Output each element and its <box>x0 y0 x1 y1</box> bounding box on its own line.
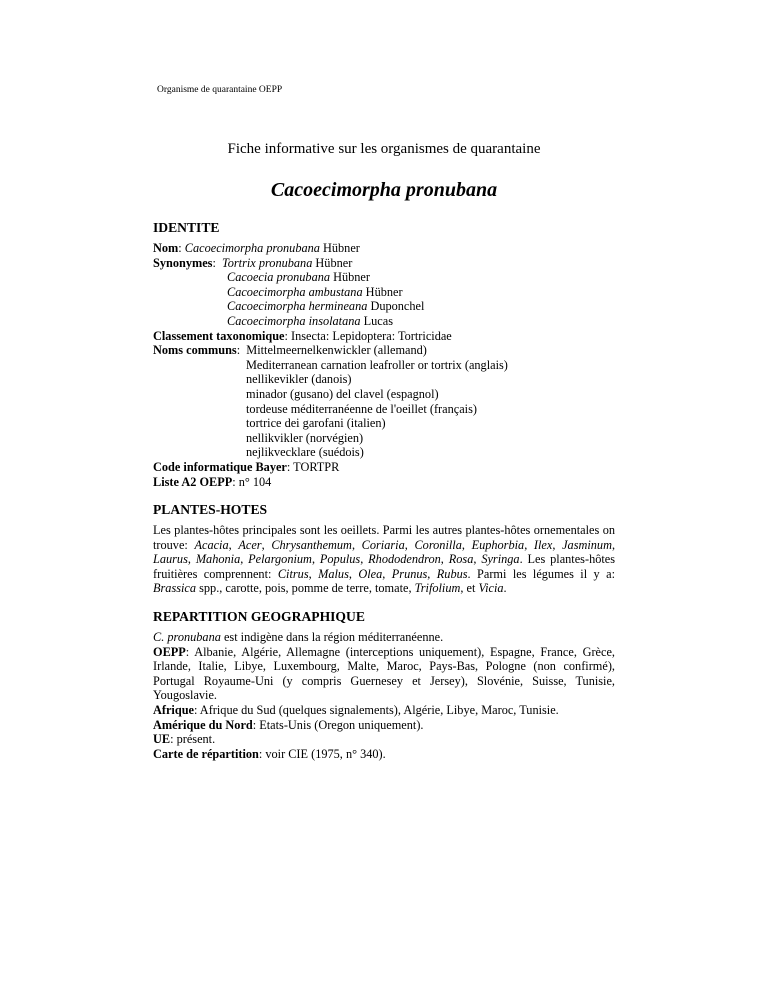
synonym-name: Tortrix pronubana <box>222 255 313 270</box>
code-label: Code informatique Bayer <box>153 459 287 474</box>
host-genus: Trifolium <box>414 581 461 596</box>
host-genus: Prunus <box>391 566 428 581</box>
distribution-afrique <box>153 703 615 718</box>
host-genus: Ilex <box>533 537 553 552</box>
host-genus: Rosa <box>448 552 474 567</box>
host-genus: Pelargonium <box>248 552 312 567</box>
ornamental-host-list: Acacia, Acer, Chrysanthemum, Coriaria, Coronilla, Euphorbia, Ilex, Jasminum, Laurus, Mahonia, Pelargonium, Populus, Rhododendron, Rosa, Syringa <box>153 537 616 567</box>
noms-communs-label: Noms communs <box>153 343 237 358</box>
host-genus: Rhododendron <box>368 552 441 567</box>
fruit-host-list: Citrus, Malus, Olea, Prunus, Rubus <box>277 566 468 581</box>
host-genus: Euphorbia <box>471 537 525 552</box>
synonym-line <box>153 314 615 329</box>
host-genus: Rubus <box>436 566 468 581</box>
synonym-author: Hübner <box>312 255 353 270</box>
nom-line: Nom: Cacoecimorpha pronubana Hübner <box>153 241 360 255</box>
ue-label: UE <box>153 732 171 747</box>
section-heading-plantes-hotes: PLANTES-HOTES <box>153 502 268 518</box>
host-genus: Brassica <box>153 581 197 596</box>
section-repartition <box>153 609 615 761</box>
common-name: nellikevikler (danois) <box>246 372 352 387</box>
host-genus: Laurus <box>153 552 188 567</box>
nom-author: Hübner <box>319 241 360 255</box>
section-identite <box>153 220 615 489</box>
section-heading-identite: IDENTITE <box>153 220 220 235</box>
distribution-ue <box>153 732 615 747</box>
synonym-author: Duponchel <box>367 299 425 314</box>
host-text: . Parmi les légumes il y a: <box>467 566 615 581</box>
ue-value: : présent. <box>170 732 216 747</box>
synonym-line <box>153 299 615 314</box>
host-genus: Coronilla <box>414 537 462 552</box>
code-value: : TORTPR <box>286 459 340 474</box>
host-genus: Olea <box>358 566 383 581</box>
amerique-value: : Etats-Unis (Oregon uniquement). <box>252 717 424 732</box>
synonymes-label: Synonymes <box>153 255 213 270</box>
document-title: Cacoecimorpha pronubana <box>270 179 498 201</box>
classement-label: Classement taxonomique <box>153 328 285 343</box>
common-name-line: Noms communs: Mittelmeernelkenwickler (allemand) <box>153 343 427 358</box>
synonym-author: Lucas <box>360 313 393 328</box>
host-genus: Syringa <box>481 552 520 567</box>
synonym-name: Cacoecimorpha insolatana <box>227 313 361 328</box>
synonym-line: Synonymes: Tortrix pronubana Hübner <box>153 255 353 270</box>
synonym-author: Hübner <box>330 270 370 285</box>
liste-line <box>153 475 615 490</box>
liste-label: Liste A2 OEPP <box>153 474 233 489</box>
host-genus: Malus <box>318 566 349 581</box>
synonym-author: Hübner <box>362 284 403 299</box>
host-genus: Jasminum <box>562 537 612 552</box>
host-text: spp., carotte, pois, pomme de terre, tomate, <box>196 581 415 596</box>
document-subtitle: Fiche informative sur les organismes de quarantaine <box>227 141 541 157</box>
common-name: Mediterranean carnation leafroller or tortrix (anglais) <box>246 357 508 372</box>
liste-value: : n° 104 <box>232 474 272 489</box>
distribution-carte <box>153 747 615 762</box>
synonym-name: Cacoecimorpha hermineana <box>227 299 368 314</box>
document-body <box>153 220 615 774</box>
host-genus: Mahonia <box>195 552 241 567</box>
host-plants-paragraph <box>153 523 615 596</box>
intro-text: est indigène dans la région méditerranéenne. <box>220 630 444 645</box>
section-heading-repartition: REPARTITION GEOGRAPHIQUE <box>153 609 365 625</box>
host-genus: Citrus <box>277 566 309 581</box>
common-name: tortrice dei garofani (italien) <box>246 416 386 431</box>
common-name: nellikvikler (norvégien) <box>246 430 364 445</box>
nom-name: Cacoecimorpha pronubana <box>184 241 320 255</box>
distribution-intro <box>153 630 615 645</box>
host-genus: Vicia <box>478 581 504 596</box>
synonym-line <box>153 270 615 285</box>
common-name: nejlikvecklare (suédois) <box>246 445 364 460</box>
amerique-label: Amérique du Nord <box>153 717 253 732</box>
section-plantes-hotes <box>153 502 615 596</box>
distribution-amerique <box>153 718 615 733</box>
host-genus: Coriaria <box>361 537 405 552</box>
host-text: . <box>503 581 507 596</box>
header-note: Organisme de quarantaine OEPP <box>157 85 283 95</box>
host-genus: Acacia <box>194 537 229 552</box>
carte-value: : voir CIE (1975, n° 340). <box>258 746 386 761</box>
classement-line <box>153 329 615 344</box>
common-name: minador (gusano) del clavel (espagnol) <box>246 386 439 401</box>
host-genus: Chrysanthemum <box>271 537 352 552</box>
code-line <box>153 460 615 475</box>
synonym-name: Cacoecimorpha ambustana <box>227 284 363 299</box>
host-genus: Acer <box>238 537 262 552</box>
synonym-name: Cacoecia pronubana <box>227 270 331 285</box>
common-name: tordeuse méditerranéenne de l'oeillet (français) <box>246 401 477 416</box>
afrique-label: Afrique <box>153 703 194 718</box>
synonym-line <box>153 285 615 300</box>
species-abbrev: C. pronubana <box>153 630 221 645</box>
distribution-oepp <box>153 645 615 703</box>
common-name: Mittelmeernelkenwickler (allemand) <box>246 343 427 358</box>
classement-value: : Insecta: Lepidoptera: Tortricidae <box>284 328 452 343</box>
nom-label: Nom <box>153 241 179 255</box>
host-text: . Les plantes-hôtes fruitières comprennent: <box>153 552 616 581</box>
host-genus: Populus <box>319 552 361 567</box>
host-text: Les plantes-hôtes principales sont les oeillets. Parmi les autres plantes-hôtes ornementales on trouve: <box>153 523 615 552</box>
host-text: , et <box>460 581 479 596</box>
carte-label: Carte de répartition <box>153 746 259 761</box>
afrique-value: : Afrique du Sud (quelques signalements), Algérie, Libye, Maroc, Tunisie. <box>194 703 559 718</box>
oepp-value: : Albanie, Algérie, Allemagne (interceptions uniquement), Espagne, France, Grèce, Irlande, Italie, Libye, Luxembourg, Malte, Maroc, Pays-Bas, Pologne (non confirmé), Portugal Royaume-Uni (y compris Guernesey et Jersey), Slovénie, Suisse, Tunisie, Yougoslavie. <box>153 644 615 703</box>
oepp-label: OEPP <box>153 644 186 659</box>
